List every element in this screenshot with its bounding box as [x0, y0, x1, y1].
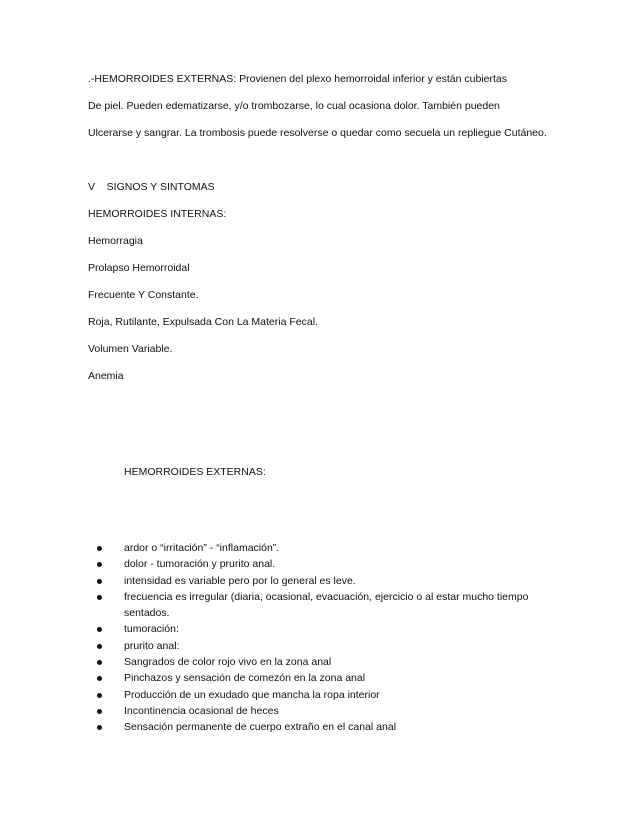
list-item: [88, 573, 558, 589]
list-item-text: intensidad es variable pero por lo general es leve.: [124, 574, 356, 587]
list-item: [88, 703, 558, 719]
internas-heading: HEMORROIDES INTERNAS:: [88, 208, 227, 220]
list-item: [88, 654, 558, 670]
bullet-icon: [97, 676, 102, 681]
bullet-icon: [97, 546, 102, 551]
list-item: [88, 589, 558, 622]
internas-item: Roja, Rutilante, Expulsada Con La Materia Fecal.: [88, 316, 318, 328]
bullet-icon: [97, 562, 102, 567]
bullet-icon: [97, 693, 102, 698]
list-item-text: Producción de un exudado que mancha la ropa interior: [124, 688, 380, 701]
list-item: [88, 540, 558, 556]
paragraph-line-2: De piel. Pueden edematizarse, y/o trombozarse, lo cual ocasiona dolor. También pueden: [88, 100, 500, 112]
bullet-icon: [97, 595, 102, 600]
internas-item: Frecuente Y Constante.: [88, 289, 199, 301]
list-item-text: frecuencia es irregular (diaria, ocasional, evacuación, ejercicio o al estar mucho tiempo sentados.: [124, 590, 529, 620]
list-item-text: Incontinencia ocasional de heces: [124, 704, 279, 717]
list-item-text: ardor o “irritación” - “inflamación”.: [124, 542, 280, 554]
list-item: [88, 621, 558, 637]
bullet-icon: [97, 725, 102, 730]
bullet-icon: [97, 579, 102, 584]
list-item: [88, 638, 558, 654]
internas-item: Hemorragia: [88, 235, 143, 247]
bullet-icon: [97, 627, 102, 632]
internas-item: Volumen Variable.: [88, 343, 173, 355]
list-item: [88, 719, 558, 735]
list-item-text: tumoración:: [124, 623, 179, 636]
bullet-icon: [97, 660, 102, 665]
list-item: [88, 687, 558, 703]
bullet-icon: [97, 644, 102, 649]
section-title: V SIGNOS Y SINTOMAS: [88, 181, 215, 193]
list-item-text: Sangrados de color rojo vivo en la zona anal: [124, 656, 332, 669]
paragraph-line-1: .-HEMORROIDES EXTERNAS: Provienen del plexo hemorroidal inferior y están cubiertas: [88, 73, 507, 85]
list-item: [88, 670, 558, 686]
internas-item: Anemia: [88, 370, 124, 382]
externas-bullet-list: [88, 540, 558, 736]
bullet-icon: [97, 709, 102, 714]
internas-item: Prolapso Hemorroidal: [88, 262, 190, 274]
externas-heading: HEMORROIDES EXTERNAS:: [124, 466, 266, 478]
paragraph-line-3: Ulcerarse y sangrar. La trombosis puede resolverse o quedar como secuela un repliegue Cutáneo.: [88, 127, 547, 139]
list-item-text: Pinchazos y sensación de comezón en la zona anal: [124, 672, 366, 685]
list-item-text: Sensación permanente de cuerpo extraño en el canal anal: [124, 721, 397, 734]
list-item-text: dolor - tumoración y prurito anal.: [124, 558, 276, 571]
list-item-text: prurito anal:: [124, 639, 180, 652]
list-item: [88, 556, 558, 572]
